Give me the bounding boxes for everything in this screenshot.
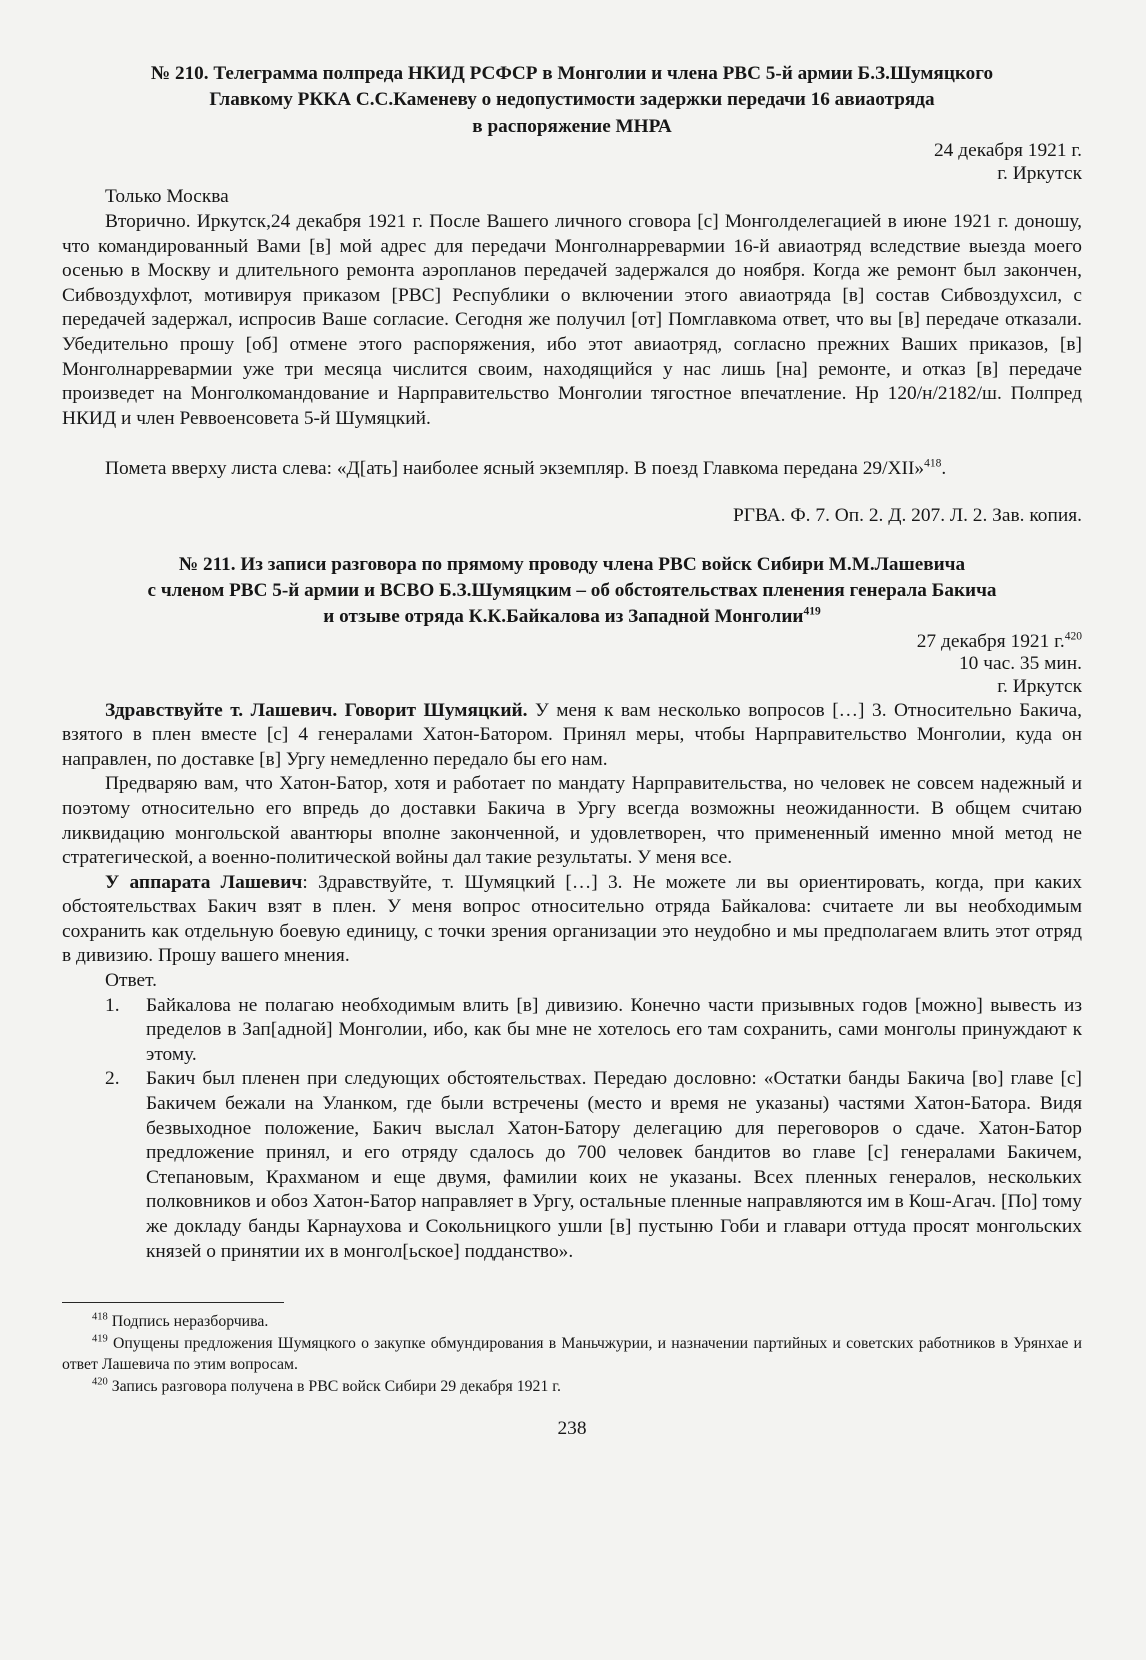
footnote-number: 418 [92,1311,108,1323]
paragraph-text: У меня к вам несколько вопросов […] 3. Относительно Бакича, взятого в плен вместе [с] 4 генералами Хатон-Батором. Принял меры, чтобы Нарправительство Монголии, куда он направлен, по доставке [в] Ургу немедленно передало бы его нам. [62,699,1082,770]
page-number: 238 [557,1418,587,1440]
paragraph-text: : Здравствуйте, т. Шумяцкий […] 3. Не можете ли вы ориентировать, когда, при каких обстоятельствах Бакич взят в плен. У меня вопрос относительно отряда Байкалова: считаете ли вы необходимым сохранить как отдельную боевую единицу, с точки зрения организации это неудобно и мы предполагаем влить этот отряд в дивизию. Прошу вашего мнения. [62,871,1082,967]
footnote-420 [62,1376,1082,1398]
list-item-text: Байкалова не полагаю необходимым влить [в] дивизию. Конечно части призывных годов [можно] вывесть из пределов в Зап[адной] Монголии, ибо, как бы мне не хотелось его там сохранить, сами монголы принуждают к этому. [146,994,1082,1065]
doc-211-meta [62,631,1082,699]
heading-line: в распоряжение МНРА [472,115,672,137]
footnote-text: Запись разговора получена в РВС войск Сибири 29 декабря 1921 г. [107,1377,561,1395]
doc-210-meta [62,140,1082,185]
doc-211-date: 27 декабря 1921 г. [916,630,1065,652]
doc-211-place: г. Иркутск [997,675,1082,697]
footnote-number: 420 [92,1376,108,1388]
doc-210-place: г. Иркутск [997,162,1082,184]
heading-line: Главкому РККА С.С.Каменеву о недопустимости задержки передачи 16 авиаотряда [209,89,935,111]
doc-210-note [62,457,1082,482]
footnote-419 [62,1333,1082,1376]
doc-210-heading [62,61,1082,140]
doc-211-paragraph [62,871,1082,969]
doc-211-time: 10 час. 35 мин. [958,653,1082,675]
doc-211-paragraph [62,699,1082,773]
speaker-lead: Здравствуйте т. Лашевич. Говорит Шумяцкий. [105,699,528,721]
answer-label: Ответ. [105,970,157,992]
list-item [62,994,1082,1068]
footnotes [62,1311,1082,1397]
heading-line-last [62,604,1082,630]
footnote-418 [62,1311,1082,1333]
doc-210-body: Вторично. Иркутск,24 декабря 1921 г. После Вашего личного сговора [с] Монголделегацией в июне 1921 г. доношу, что командированный Вами [в] мой адрес для передачи Монголнарревармии 16-й авиаотряд вследствие выезда моего осенью в Москву и длительного ремонта аэропланов передачей задержался до ноября. Когда же ремонт был закончен, Сибвоздухфлот, мотивируя приказом [РВС] Республики о включении этого авиаотряда [в] состав Сибвоздухсил, с передачей задержал, испросив Ваше согласие. Сегодня же получил [от] Помглавкома ответ, что вы [в] передаче отказали. Убедительно прошу [об] отмене этого распоряжения, ибо этот авиаотряд, согласно прежних Ваших приказов, [в] Монголнарревармии уже три месяца числится своим, находящийся у нас лишь [на] ремонте, и отказ [в] передаче произведет на Монголкомандование и Нарправительство Монголии тягостное впечатление. Нр 120/н/2182/ш. Полпред НКИД и член Реввоенсовета 5-й Шумяцкий. [62,211,1082,429]
footnote-text: Опущены предложения Шумяцкого о закупке обмундирования в Маньчжурии, и назначении партийных и советских работников в Урянхае и ответ Лашевича по этим вопросам. [62,1334,1082,1374]
doc-211 [62,552,1082,1265]
note-end: . [941,458,947,480]
speaker-lead: У аппарата Лашевич [105,871,303,893]
doc-210-archive-ref: РГВА. Ф. 7. Оп. 2. Д. 207. Л. 2. Зав. копия. [732,504,1082,526]
footnote-text: Подпись неразборчива. [107,1313,269,1331]
footnote-rule [62,1302,284,1303]
list-item [62,1067,1082,1264]
paragraph-text: Предваряю вам, что Хатон-Батор, хотя и работает по мандату Нарправительства, но человек не совсем надежный и поэтому относительно его впредь до доставки Бакича в Ургу всегда возможны неожиданности. В общем считаю ликвидацию монгольской авантюры вполне законченной, и удовлетворен, что примененный именно мной метод не стратегической, а военно-политической войны дал такие результаты. У меня все. [62,773,1082,869]
note-text: Помета вверху листа слева: «Д[ать] наиболее ясный экземпляр. В поезд Главкома передана 29/XII» [105,458,925,480]
answer-list [62,994,1082,1265]
footnote-ref-419: 419 [803,605,821,618]
footnote-ref-418: 418 [924,457,942,470]
footnote-number: 419 [92,1333,108,1345]
heading-line: с членом РВС 5-й армии и ВСВО Б.З.Шумяцким – об обстоятельствах пленения генерала Бакича [147,579,997,601]
list-item-number: 2. [105,1068,120,1090]
list-item-number: 1. [105,994,120,1016]
heading-line: № 210. Телеграмма полпреда НКИД РСФСР в Монголии и члена РВС 5-й армии Б.З.Шумяцкого [150,63,994,84]
footnote-ref-420: 420 [1064,630,1082,643]
doc-210-date: 24 декабря 1921 г. [933,140,1082,162]
doc-211-paragraph [62,772,1082,870]
heading-line: № 211. Из записи разговора по прямому проводу члена РВС войск Сибири М.М.Лашевича [178,553,966,575]
doc-210-addressee: Только Москва [105,186,229,208]
doc-211-heading [62,552,1082,631]
doc-211-date-line [62,631,1082,654]
doc-210 [62,61,1082,529]
list-item-text: Бакич был пленен при следующих обстоятельствах. Передаю дословно: «Остатки банды Бакича [во] главе [с] Бакичем бежали на Уланком, где были встречены (место и время не указаны) частями Хатон-Батора. Видя безвыходное положение, Бакич выслал Хатон-Батору делегацию для переговоров о сдаче. Хатон-Батор предложение принял, и его отряду сдалось до 700 человек бандитов во главе [с] генералами Бакичем, Степановым, Крахманом и еще двумя, фамилии коих не указаны. Всех пленных генералов, нескольких полковников и обоз Хатон-Батор направляет в Ургу, остальные пленные направляются им в Кош-Агач. [По] тому же докладу банды Карнаухова и Сокольницкого ушли [в] пустыню Гоби и главари оттуда просят монгольских князей о принятии их в монгол[ьское] подданство». [146,1068,1082,1262]
heading-line-text: и отзыве отряда К.К.Байкалова из Западной Монголии [323,606,804,628]
